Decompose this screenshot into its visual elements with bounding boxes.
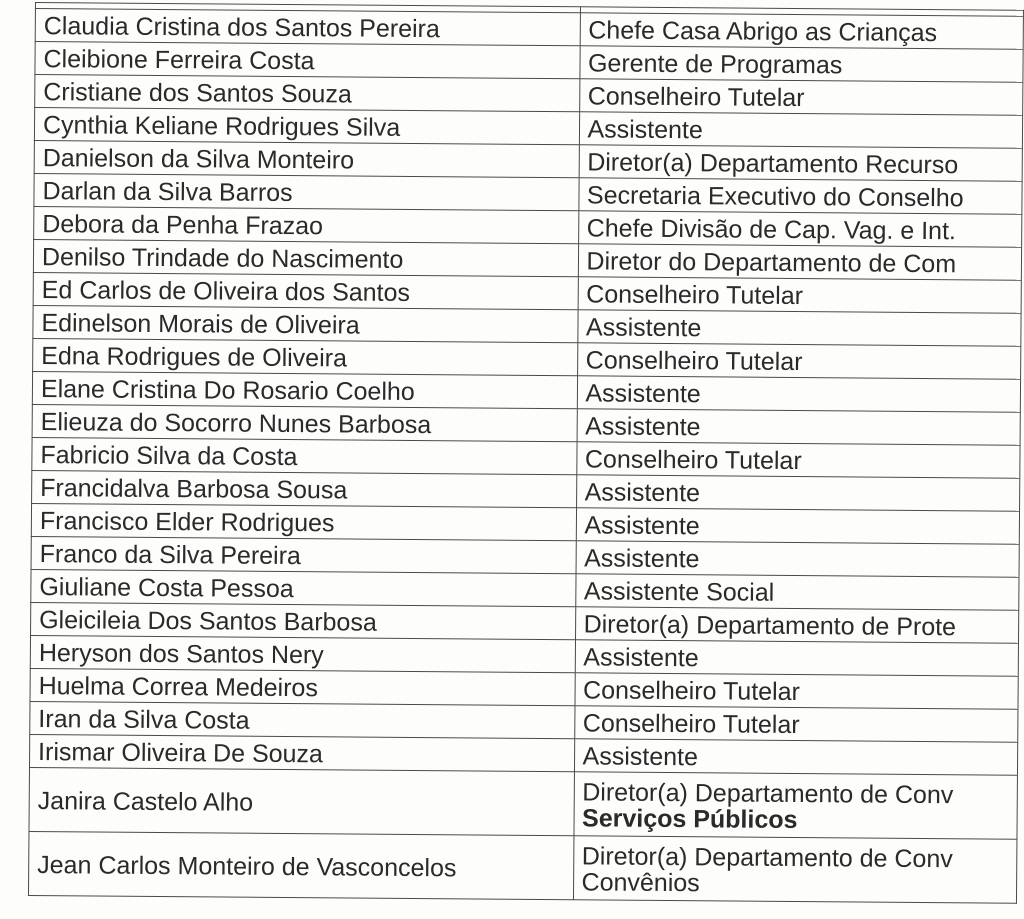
name-cell: Franco da Silva Pereira xyxy=(31,536,576,573)
role-cell: Assistente xyxy=(579,112,1023,148)
name-cell: Fabricio Silva da Costa xyxy=(32,437,577,474)
name-cell: Francidalva Barbosa Sousa xyxy=(32,470,577,507)
role-cell: Conselheiro Tutelar xyxy=(574,706,1018,742)
name-cell: Cristiane dos Santos Souza xyxy=(35,75,580,112)
table-row xyxy=(28,831,1016,903)
name-cell: Ed Carlos de Oliveira dos Santos xyxy=(33,272,578,309)
role-cell: Assistente xyxy=(577,376,1021,412)
role-cell: Assistente xyxy=(577,310,1021,346)
role-line-1: Diretor(a) Departamento de Conv xyxy=(582,777,954,809)
name-cell: Elane Cristina Do Rosario Coelho xyxy=(32,371,577,408)
name-cell: Cleibione Ferreira Costa xyxy=(35,42,580,79)
role-cell: Assistente xyxy=(577,409,1021,445)
role-cell: Assistente xyxy=(576,508,1020,544)
name-cell: Cynthia Keliane Rodrigues Silva xyxy=(34,108,579,145)
role-cell: Assistente Social xyxy=(575,574,1019,610)
role-cell: Assistente xyxy=(575,640,1019,676)
name-cell: Jean Carlos Monteiro de Vasconcelos xyxy=(28,831,573,899)
table-row xyxy=(29,767,1017,839)
name-cell: Elieuza do Socorro Nunes Barbosa xyxy=(32,404,577,441)
role-cell xyxy=(573,772,1017,839)
role-cell: Conselheiro Tutelar xyxy=(577,343,1021,379)
name-cell: Iran da Silva Costa xyxy=(30,701,575,738)
role-line-1: Diretor(a) Departamento de Conv xyxy=(581,841,953,873)
staff-table-body xyxy=(28,3,1023,904)
name-cell: Giuliane Costa Pessoa xyxy=(31,569,576,606)
name-cell: Heryson dos Santos Nery xyxy=(30,635,575,672)
name-cell: Darlan da Silva Barros xyxy=(34,173,579,210)
role-cell: Gerente de Programas xyxy=(579,46,1023,82)
name-cell: Debora da Penha Frazao xyxy=(34,206,579,243)
role-cell: Chefe Divisão de Cap. Vag. e Int. xyxy=(578,211,1022,247)
name-cell: Irismar Oliveira De Souza xyxy=(29,734,574,771)
name-cell: Gleicileia Dos Santos Barbosa xyxy=(31,602,576,639)
name-cell: Janira Castelo Alho xyxy=(29,767,574,835)
role-cell: Chefe Casa Abrigo as Crianças xyxy=(580,13,1024,49)
name-cell: Denilso Trindade do Nascimento xyxy=(33,239,578,276)
name-cell: Huelma Correa Medeiros xyxy=(30,668,575,705)
name-cell: Danielson da Silva Monteiro xyxy=(34,140,579,177)
role-line-2: Convênios xyxy=(581,867,700,897)
name-cell: Edna Rodrigues de Oliveira xyxy=(33,338,578,375)
role-cell: Diretor do Departamento de Com xyxy=(578,244,1022,280)
staff-table xyxy=(28,2,1024,904)
role-cell xyxy=(573,836,1017,903)
role-cell: Assistente xyxy=(576,541,1020,577)
role-cell: Conselheiro Tutelar xyxy=(574,673,1018,709)
role-cell: Secretaria Executivo do Conselho xyxy=(578,178,1022,214)
role-cell: Assistente xyxy=(576,475,1020,511)
name-cell: Claudia Cristina dos Santos Pereira xyxy=(35,9,580,46)
name-cell: Francisco Elder Rodrigues xyxy=(31,503,576,540)
role-cell: Diretor(a) Departamento de Prote xyxy=(575,607,1019,643)
role-cell: Assistente xyxy=(574,739,1018,775)
role-line-2: Serviços Públicos xyxy=(581,803,798,834)
role-cell: Conselheiro Tutelar xyxy=(578,277,1022,313)
role-cell: Conselheiro Tutelar xyxy=(579,79,1023,115)
role-cell: Diretor(a) Departamento Recurso xyxy=(579,145,1023,181)
role-cell: Conselheiro Tutelar xyxy=(576,442,1020,478)
name-cell: Edinelson Morais de Oliveira xyxy=(33,305,578,342)
